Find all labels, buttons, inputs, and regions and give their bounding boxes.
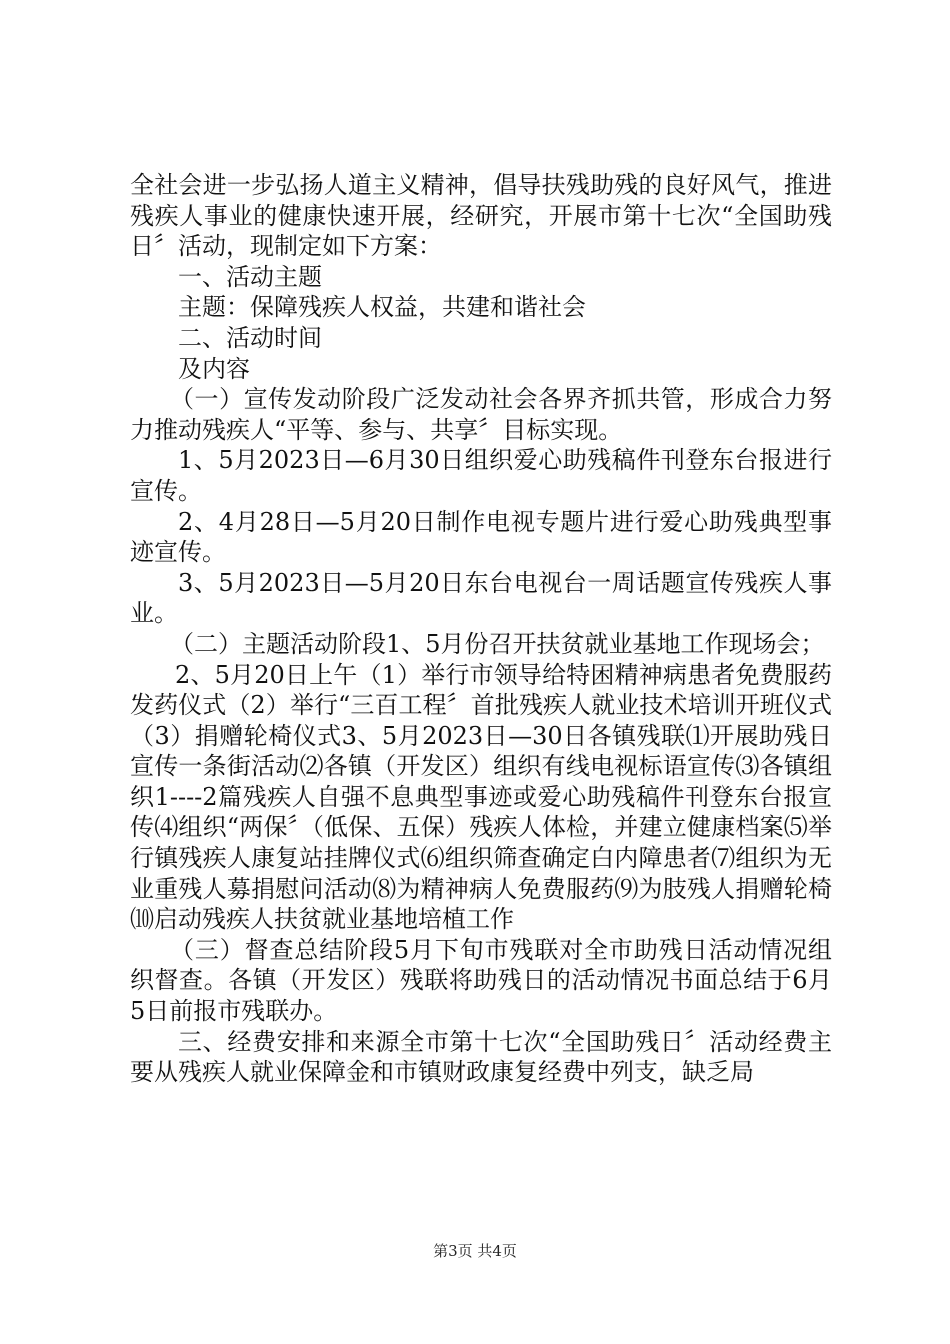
paragraph-item-2: 2、4月28日—5月20日制作电视专题片进行爱心助残典型事迹宣传。 — [130, 507, 832, 567]
paragraph-theme: 主题：保障残疾人权益，共建和谐社会 — [178, 293, 586, 322]
paragraph-phase-two-detail: 2、5月20日上午（1）举行市领导给特困精神病患者免费服药发药仪式（2）举行“三百工程〞首批残疾人就业技术培训开班仪式（3）捐赠轮椅仪式3、5月2023日—30日各镇残联⑴开展助残日宣传一条街活动⑵各镇（开发区）组织有线电视标语宣传⑶各镇组织1----2篇残疾人自强不息典型事迹或爱心助残稿件刊登东台报宣传⑷组织“两保〞（低保、五保）残疾人体检，并建立健康档案⑸举行镇残疾人康复站挂牌仪式⑹组织筛查确定白内障患者⑺组织为无业重残人募捐慰问活动⑻为精神病人免费服药⑼为肢残人捐赠轮椅⑽启动残疾人扶贫就业基地培植工作 — [130, 660, 832, 934]
paragraph-funding: 三、经费安排和来源全市第十七次“全国助残日〞活动经费主要从残疾人就业保障金和市镇财政康复经费中列支，缺乏局 — [130, 1027, 832, 1087]
paragraph-phase-one: （一）宣传发动阶段广泛发动社会各界齐抓共管，形成合力努力推动残疾人“平等、参与、共享〞目标实现。 — [130, 385, 832, 444]
document-body — [130, 170, 832, 1088]
heading-content: 及内容 — [178, 354, 250, 383]
paragraph-intro: 全社会进一步弘扬人道主义精神，倡导扶残助残的良好风气，推进残疾人事业的健康快速开展，经研究，开展市第十七次“全国助残日〞活动，现制定如下方案： — [130, 171, 832, 261]
heading-activity-time: 二、活动时间 — [178, 323, 322, 352]
page-indicator: 第3页 共4页 — [433, 1242, 517, 1260]
paragraph-phase-three: （三）督查总结阶段5月下旬市残联对全市助残日活动情况组织督查。各镇（开发区）残联将助残日的活动情况书面总结于6月5日前报市残联办。 — [130, 935, 832, 1026]
heading-activity-theme: 一、活动主题 — [178, 262, 322, 291]
paragraph-phase-two: （二）主题活动阶段1、5月份召开扶贫就业基地工作现场会； — [170, 629, 825, 658]
paragraph-item-3: 3、5月2023日—5月20日东台电视台一周话题宣传残疾人事业。 — [130, 568, 832, 628]
page-footer — [0, 1240, 950, 1261]
paragraph-item-1: 1、5月2023日—6月30日组织爱心助残稿件刊登东台报进行宣传。 — [130, 446, 832, 505]
